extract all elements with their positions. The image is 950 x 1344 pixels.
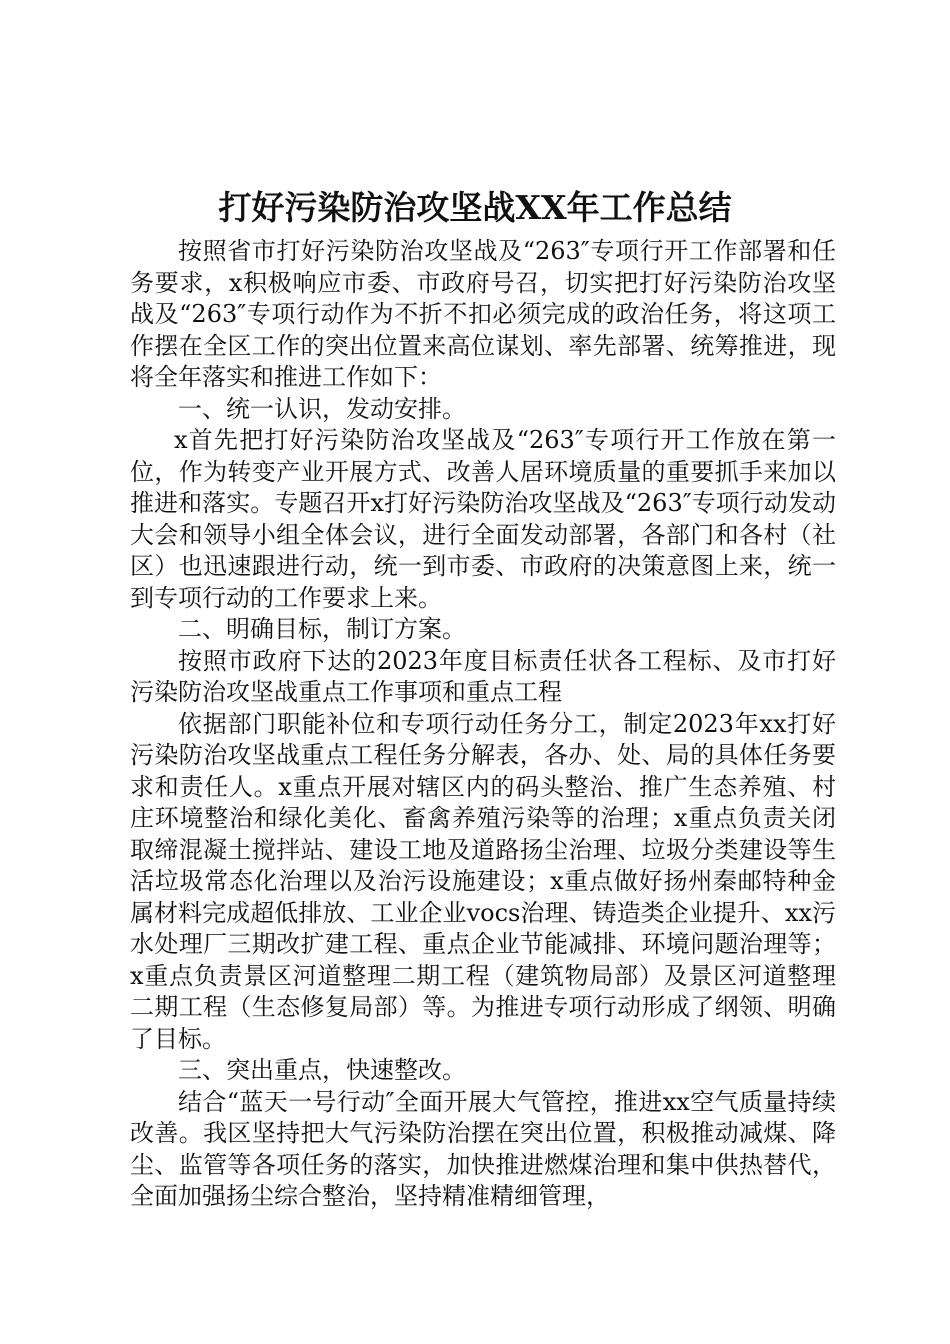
section-heading-2: 二、明确目标，制订方案。 bbox=[178, 615, 466, 643]
document-body bbox=[130, 236, 836, 1213]
section-2-paragraph-1: 按照市政府下达的2023年度目标责任状各工程标、及市打好污染防治攻坚战重点工作事项和重点工程 bbox=[130, 646, 836, 706]
section-heading-1: 一、统一认识，发动安排。 bbox=[178, 394, 466, 423]
section-heading-3: 三、突出重点，快速整改。 bbox=[178, 1056, 466, 1084]
section-1-paragraph: x首先把打好污染防治攻坚战及“263″专项行开工作放在第一位，作为转变产业开展方式、改善人居环境质量的重要抓手来加以推进和落实。专题召开x打好污染防治攻坚战及“263″专项行动发动大会和领导小组全体会议，进行全面发动部署，各部门和各村（社区）也迅速跟进行动，统一到市委、市政府的决策意图上来，统一到专项行动的工作要求上来。 bbox=[130, 426, 836, 612]
section-3-paragraph: 结合“蓝天一号行动″全面开展大气管控，推进xx空气质量持续改善。我区坚持把大气污染防治摆在突出位置，积极推动减煤、降尘、监管等各项任务的落实，加快推进燃煤治理和集中供热替代，全面加强扬尘综合整治，坚持精准精细管理， bbox=[130, 1087, 836, 1210]
intro-paragraph: 按照省市打好污染防治攻坚战及“263″专项行开工作部署和任务要求，x积极响应市委、市政府号召，切实把打好污染防治攻坚战及“263″专项行动作为不折不扣必须完成的政治任务，将这项工作摆在全区工作的突出位置来高位谋划、率先部署、统筹推进，现将全年落实和推进工作如下： bbox=[130, 237, 836, 391]
section-2-paragraph-2: 依据部门职能补位和专项行动任务分工，制定2023年xx打好污染防治攻坚战重点工程任务分解表，各办、处、局的具体任务要求和责任人。x重点开展对辖区内的码头整治、推广生态养殖、村庄环境整治和绿化美化、畜禽养殖污染等的治理；x重点负责关闭取缔混凝土搅拌站、建设工地及道路扬尘治理、垃圾分类建设等生活垃圾常态化治理以及治污设施建设；x重点做好扬州秦邮特种金属材料完成超低排放、工业企业vocs治理、铸造类企业提升、xx污水处理厂三期改扩建工程、重点企业节能减排、环境问题治理等；x重点负责景区河道整理二期工程（建筑物局部）及景区河道整理二期工程（生态修复局部）等。为推进专项行动形成了纲领、明确了目标。 bbox=[130, 709, 836, 1053]
document-title: 打好污染防治攻坚战XX年工作总结 bbox=[218, 188, 732, 227]
